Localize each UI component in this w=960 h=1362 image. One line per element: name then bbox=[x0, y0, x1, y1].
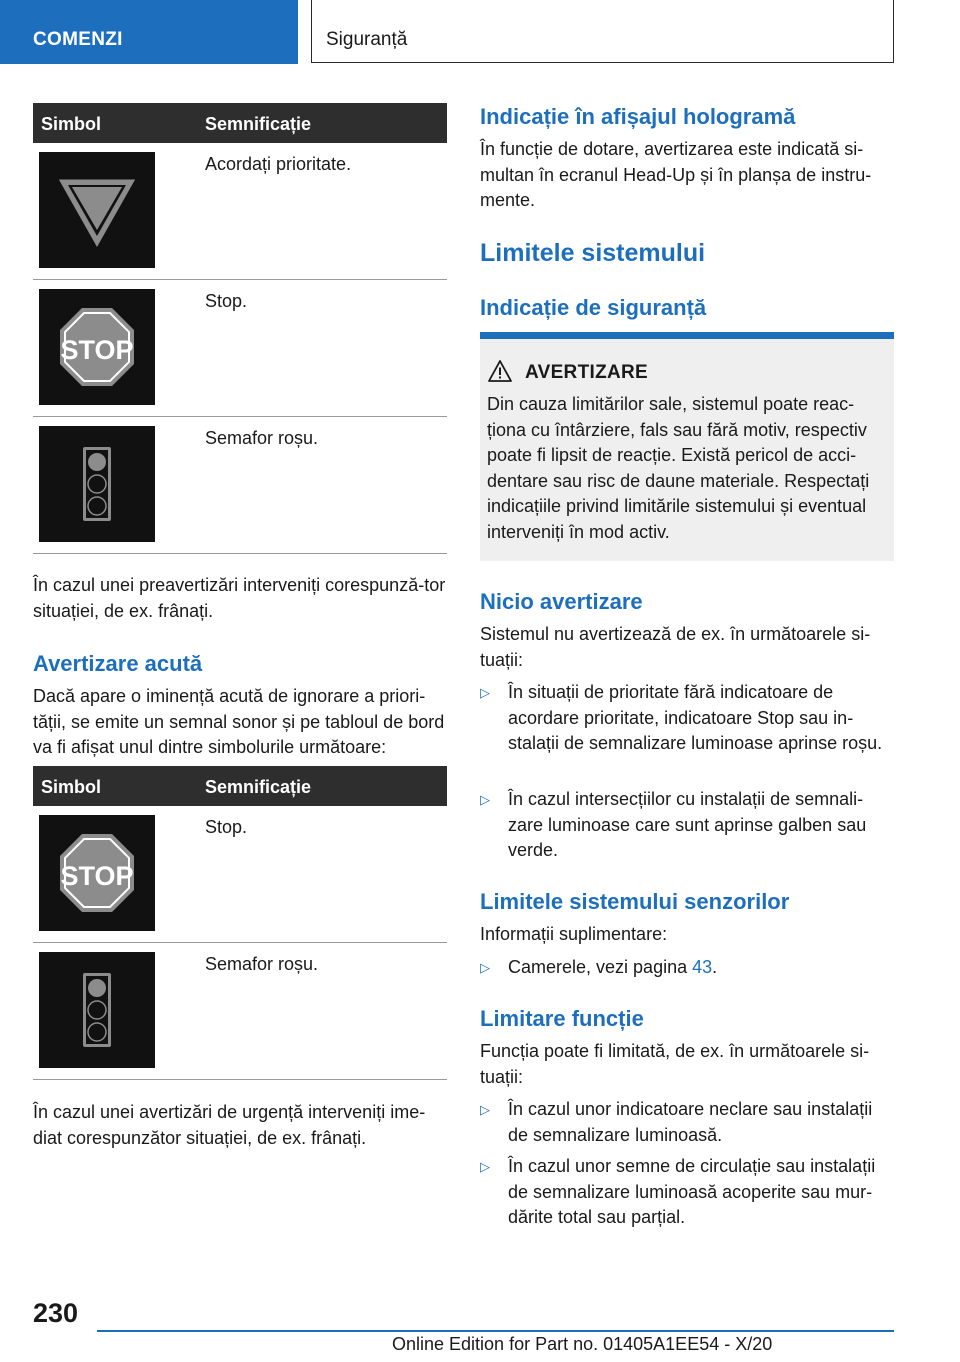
acute-warning-heading: Avertizare acută bbox=[33, 651, 203, 676]
list-item bbox=[480, 1154, 894, 1231]
red-traffic-light-icon bbox=[39, 952, 155, 1068]
meaning-text: Semafor roșu. bbox=[205, 954, 319, 974]
stop-sign-icon bbox=[39, 815, 155, 931]
yield-sign-icon bbox=[39, 152, 155, 268]
col-symbol: Simbol bbox=[41, 114, 102, 134]
bullet-arrow-icon: ▷ bbox=[480, 1102, 490, 1117]
section-label: COMENZI bbox=[33, 29, 123, 50]
red-traffic-light-icon bbox=[39, 426, 155, 542]
bullet-arrow-icon: ▷ bbox=[480, 792, 490, 807]
warning-triangle-icon bbox=[487, 359, 513, 383]
col-meaning: Semnificație bbox=[205, 777, 312, 797]
warning-title: AVERTIZARE bbox=[525, 362, 648, 383]
page-title-box bbox=[311, 0, 894, 63]
section-tab[interactable] bbox=[0, 0, 298, 64]
list-item bbox=[480, 1097, 894, 1148]
list-item-text: În cazul unor semne de circulație sau instalații de semnalizare luminoasă acoperite sau mur-dărite total sau parțial. bbox=[508, 1156, 876, 1227]
page-title: Siguranță bbox=[326, 29, 408, 50]
list-item-text: În situații de prioritate fără indicatoare de acordare prioritate, indicatoare Stop sau in-stalații de semnalizare luminoase aprinse roșu. bbox=[508, 682, 883, 753]
list-item-text: În cazul intersecțiilor cu instalații de semnali-zare luminoase care sunt aprinse galben sau verde. bbox=[508, 789, 867, 860]
table-header bbox=[33, 766, 447, 806]
no-warning-intro: Sistemul nu avertizează de ex. în următoarele si-tuații: bbox=[480, 624, 871, 670]
table-row bbox=[33, 417, 447, 554]
hologram-text: În funcție de dotare, avertizarea este indicată si-multan în ecranul Head-Up și în planșa de instru-mente. bbox=[480, 139, 872, 210]
stop-sign-icon bbox=[39, 289, 155, 405]
acute-warning-text: Dacă apare o iminență acută de ignorare a priori-tății, se emite un semnal sonor și pe tabloul de bord va fi afișat unul dintre simbolurile următoare: bbox=[33, 686, 445, 757]
meaning-text: Stop. bbox=[205, 817, 248, 837]
table-row bbox=[33, 143, 447, 280]
meaning-text: Semafor roșu. bbox=[205, 428, 319, 448]
system-limits-heading: Limitele sistemului bbox=[480, 239, 706, 267]
symbol-table-1 bbox=[33, 103, 447, 554]
sensor-limits-intro: Informații suplimentare: bbox=[480, 924, 668, 944]
preliminary-warning-text: În cazul unei preavertizări interveniți corespunză-tor situației, de ex. frânați. bbox=[33, 575, 446, 621]
table-row bbox=[33, 943, 447, 1080]
no-warning-heading: Nicio avertizare bbox=[480, 589, 643, 614]
warning-text: Din cauza limitărilor sale, sistemul poate reac-ționa cu întârziere, fals sau fără motiv, respectiv poate fi lipsit de reacție. Există pericol de acci-dentare sau risc de daune materiale. Respectați indicațiile privind limitările sistemului și eventual interveniți în mod activ. bbox=[487, 394, 870, 542]
function-limit-heading: Limitare funcție bbox=[480, 1006, 644, 1031]
sensor-limits-heading: Limitele sistemului senzorilor bbox=[480, 889, 790, 914]
urgent-warning-text: În cazul unei avertizări de urgență interveniți ime-diat corespunzător situației, de ex. frânați. bbox=[33, 1102, 426, 1148]
warning-bar bbox=[480, 332, 894, 339]
table-row bbox=[33, 806, 447, 943]
list-item-text: În cazul unor indicatoare neclare sau instalații de semnalizare luminoasă. bbox=[508, 1099, 873, 1145]
meaning-text: Stop. bbox=[205, 291, 248, 311]
hologram-heading: Indicație în afișajul hologramă bbox=[480, 104, 796, 129]
page-link[interactable]: 43 bbox=[692, 957, 713, 977]
table-row bbox=[33, 280, 447, 417]
svg-text:STOP: STOP bbox=[60, 335, 134, 365]
bullet-arrow-icon: ▷ bbox=[480, 960, 490, 975]
list-item: ▷ Camerele, vezi pagina 43. bbox=[480, 955, 894, 981]
table-header bbox=[33, 103, 447, 143]
safety-heading: Indicație de siguranță bbox=[480, 295, 707, 320]
page-number: 230 bbox=[33, 1298, 79, 1328]
list-item bbox=[480, 680, 894, 782]
bullet-arrow-icon: ▷ bbox=[480, 685, 490, 700]
function-limit-intro: Funcția poate fi limitată, de ex. în următoarele si-tuații: bbox=[480, 1041, 870, 1087]
meaning-text: Acordați prioritate. bbox=[205, 154, 352, 174]
list-item bbox=[480, 787, 894, 864]
list-item-text: Camerele, vezi pagina bbox=[508, 957, 693, 977]
footer-edition: Online Edition for Part no. 01405A1EE54 - X/20 bbox=[392, 1334, 773, 1354]
symbol-table-2 bbox=[33, 766, 447, 1080]
svg-text:STOP: STOP bbox=[60, 861, 134, 891]
bullet-arrow-icon: ▷ bbox=[480, 1159, 490, 1174]
col-meaning: Semnificație bbox=[205, 114, 312, 134]
footer-divider bbox=[97, 1330, 894, 1332]
col-symbol: Simbol bbox=[41, 777, 102, 797]
